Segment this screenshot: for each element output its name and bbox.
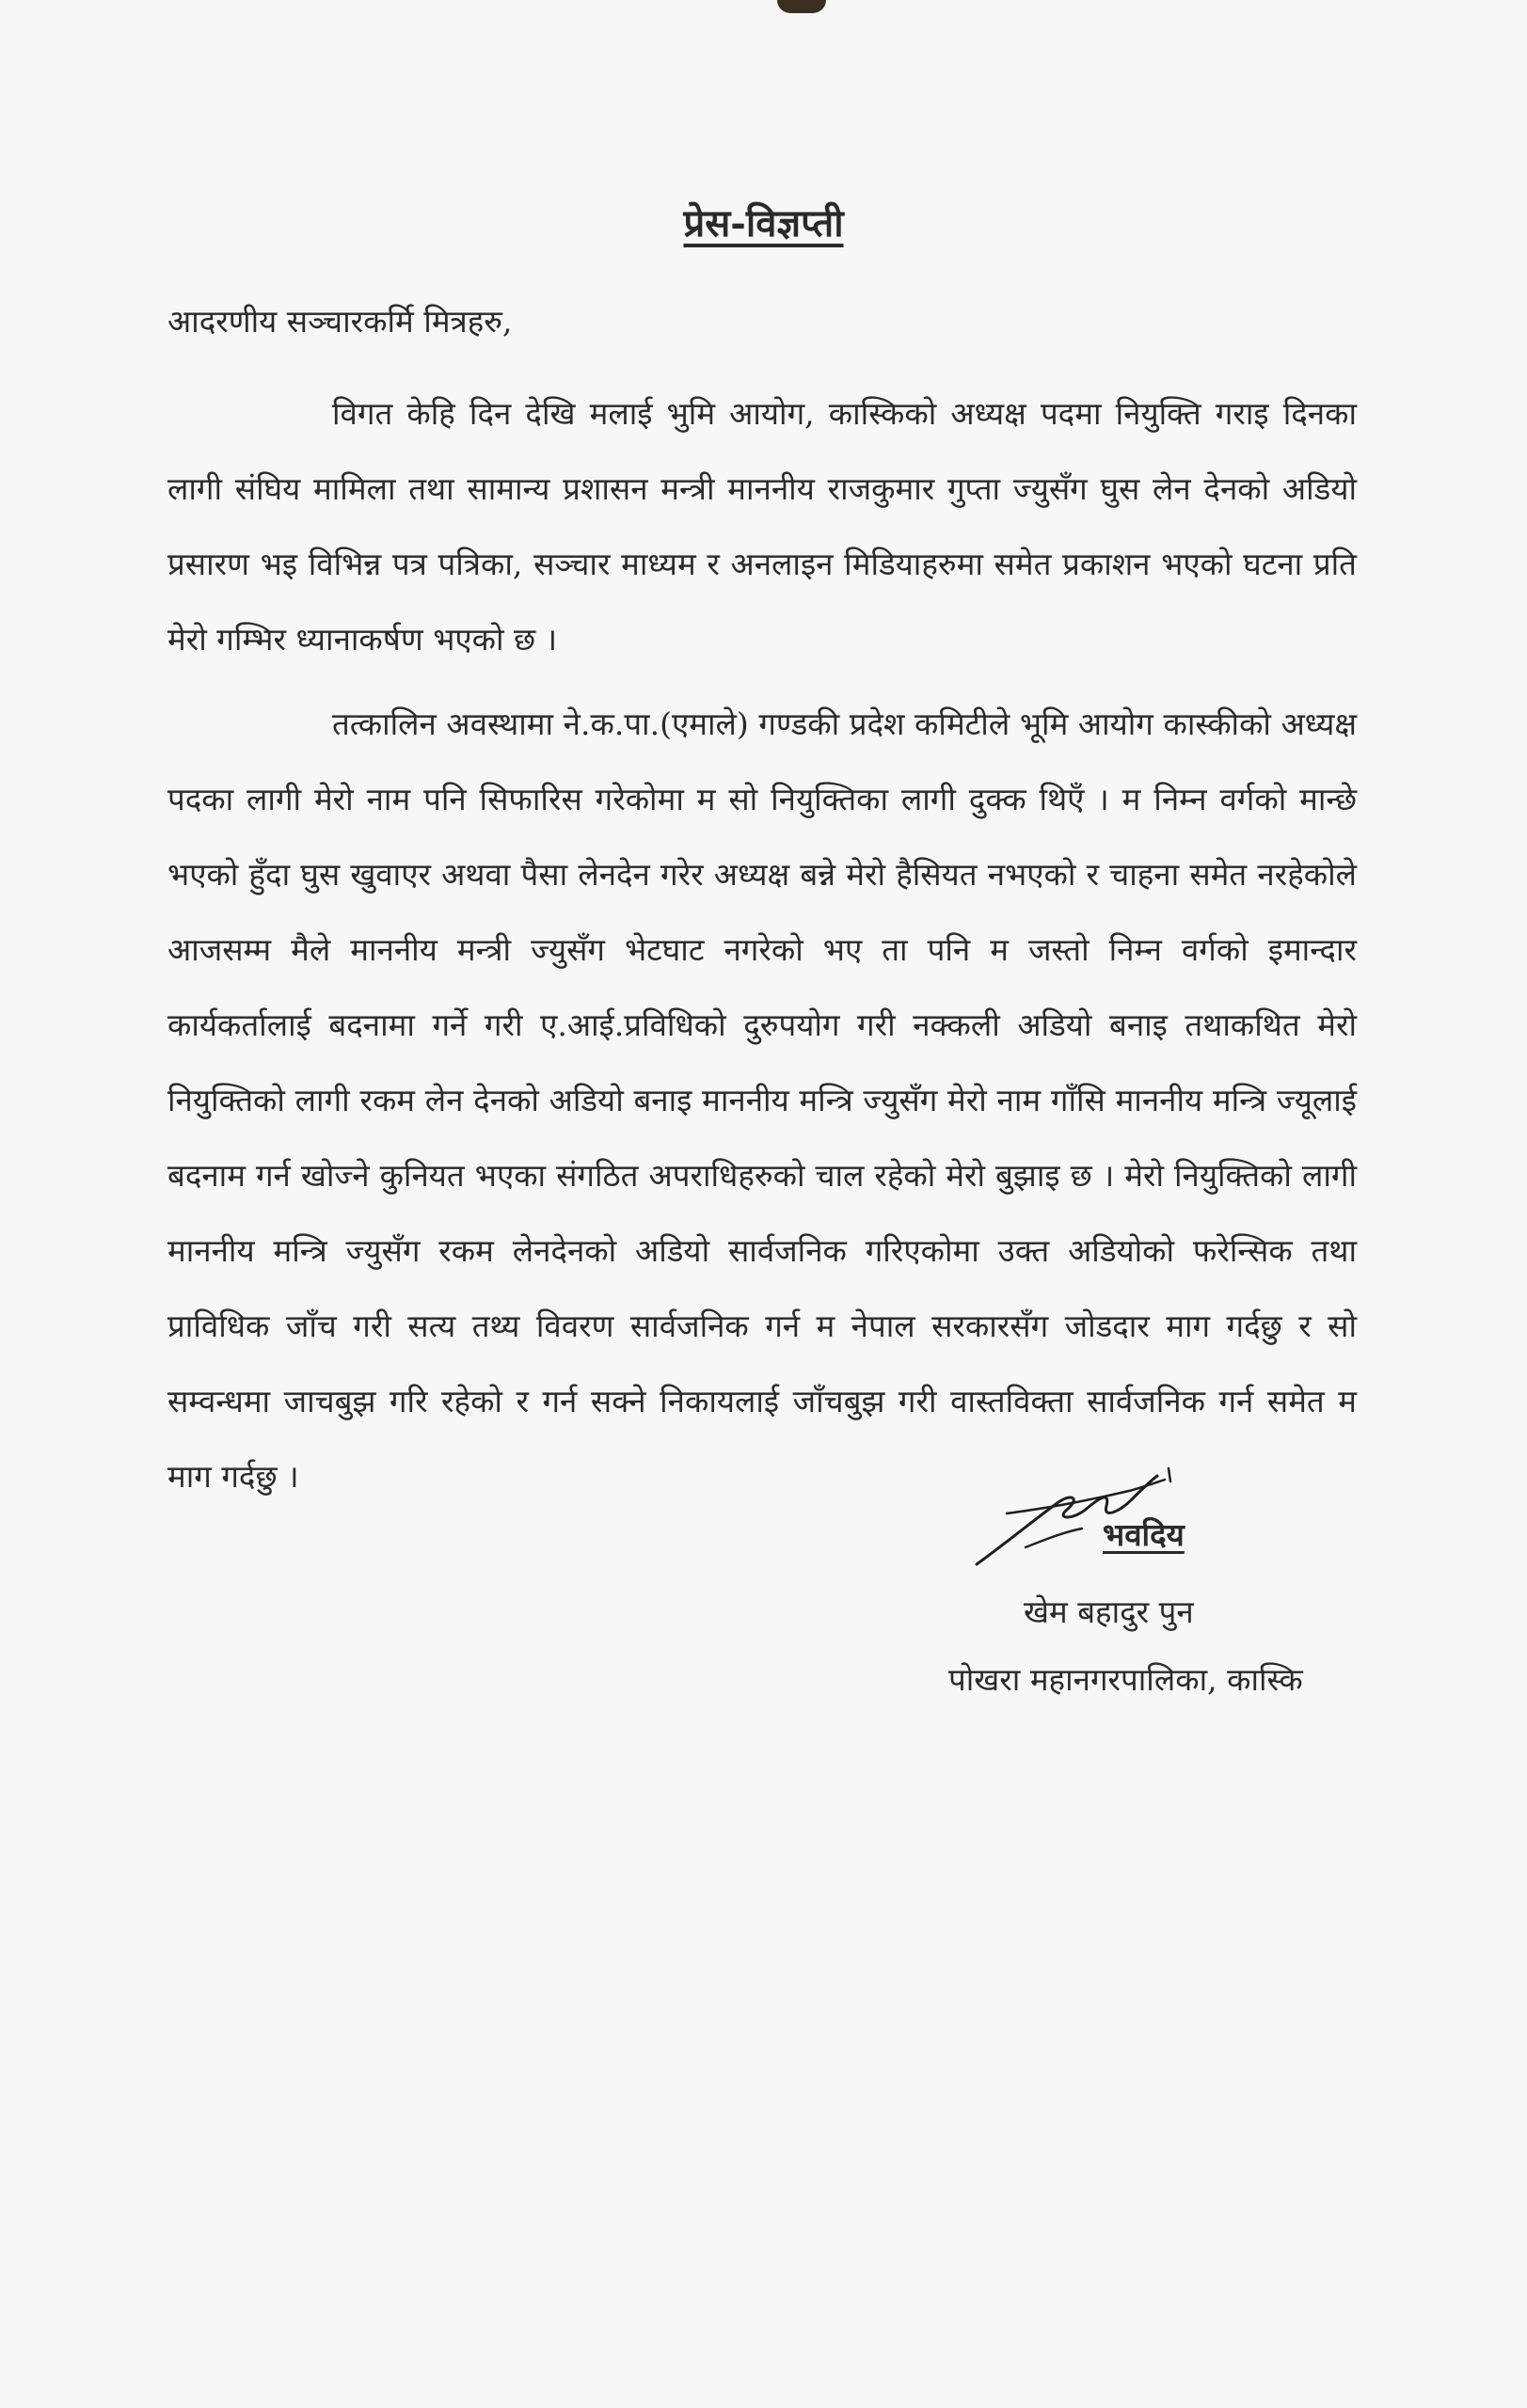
paragraph-1: विगत केहि दिन देखि मलाई भुमि आयोग, कास्किको अध्यक्ष पदमा नियुक्ति गराइ दिनका लागी संघिय मामिला तथा सामान्य प्रशासन मन्त्री माननीय राजकुमार गुप्ता ज्युसँग घुस लेन देनको अडियो प्रसारण भइ विभिन्न पत्र पत्रिका, सञ्चार माध्यम र अनलाइन मिडियाहरुमा समेत प्रकाशन भएको घटना प्रति मेरो गम्भिर ध्यानाकर्षण भएको छ ।: [167, 395, 1357, 657]
document-title: प्रेस-विज्ञप्ती: [683, 201, 844, 246]
closing-line: भवदिय: [1103, 1516, 1185, 1553]
sender-organization: पोखरा महानगरपालिका, कास्कि: [948, 1661, 1303, 1698]
paper-clip-mark: [777, 0, 826, 13]
paragraph-2: तत्कालिन अवस्थामा ने.क.पा.(एमाले) गण्डकी प्रदेश कमिटीले भूमि आयोग कास्कीको अध्यक्ष पदका लागी मेरो नाम पनि सिफारिस गरेकोमा म सो नियुक्तिका लागी दुक्क थिएँ । म निम्न वर्गको मान्छे भएको हुँदा घुस खुवाएर अथवा पैसा लेनदेन गरेर अध्यक्ष बन्ने मेरो हैसियत नभएको र चाहना समेत नरहेकोले आजसम्म मैले माननीय मन्त्री ज्युसँग भेटघाट नगरेको भए ता पनि म जस्तो निम्न वर्गको इमान्दार कार्यकर्तालाई बदनामा गर्ने गरी ए.आई.प्रविधिको दुरुपयोग गरी नक्कली अडियो बनाइ तथाकथित मेरो नियुक्तिको लागी रकम लेन देनको अडियो बनाइ माननीय मन्त्रि ज्युसँग मेरो नाम गाँसि माननीय मन्त्रि ज्यूलाई बदनाम गर्न खोज्ने कुनियत भएका संगठित अपराधिहरुको चाल रहेको मेरो बुझाइ छ । मेरो नियुक्तिको लागी माननीय मन्त्रि ज्युसँग रकम लेनदेनको अडियो सार्वजनिक गरिएकोमा उक्त अडियोको फरेन्सिक तथा प्राविधिक जाँच गरी सत्य तथ्य विवरण सार्वजनिक गर्न म नेपाल सरकारसँग जोडदार माग गर्दछु र सो सम्वन्धमा जाचबुझ गरि रहेको र गर्न सक्ने निकायलाई जाँचबुझ गरी वास्तविक्ता सार्वजनिक गर्न समेत म माग गर्दछु ।: [167, 705, 1357, 1495]
sender-name: खेम बहादुर पुन: [1024, 1593, 1194, 1630]
salutation: आदरणीय सञ्चारकर्मि मित्रहरु,: [167, 303, 513, 340]
